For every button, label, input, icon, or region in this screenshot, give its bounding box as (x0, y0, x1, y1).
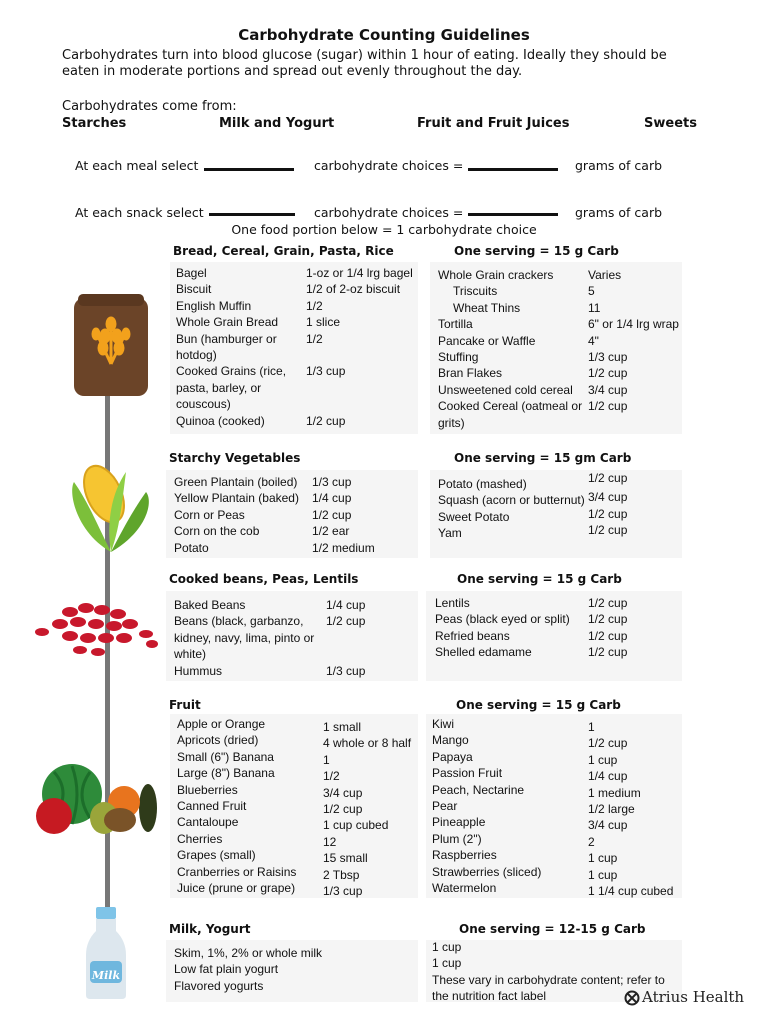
page-title: Carbohydrate Counting Guidelines (238, 26, 530, 44)
table-row: Lentils 1/2 cup (435, 596, 628, 610)
meal-tail: grams of carb (575, 158, 663, 173)
milk-label: Milk (91, 969, 121, 982)
meal-blank-1[interactable] (204, 168, 294, 171)
table-row: Tortilla 6" or 1/4 lrg wrap (438, 317, 679, 332)
category-milk-yogurt: Milk and Yogurt (219, 116, 335, 131)
table-row: Yellow Plantain (baked) 1/4 cup (174, 491, 352, 506)
table-row: Juice (prune or grape) 1/3 cup (177, 881, 363, 899)
section-serving-bread: One serving = 15 g Carb (454, 244, 619, 258)
table-row: Kiwi 1 (432, 717, 595, 734)
table-row: Pancake or Waffle 4" (438, 333, 599, 348)
table-row: Cantaloupe 1 cup cubed (177, 815, 389, 833)
section-serving-fruit: One serving = 15 g Carb (456, 698, 621, 712)
table-row: Baked Beans 1/4 cup (174, 598, 366, 612)
table-row: Mango 1/2 cup (432, 733, 628, 751)
table-row: Biscuit 1/2 of 2-oz biscuit (176, 282, 401, 297)
snack-blank-1[interactable] (209, 213, 295, 216)
bread-left-table (176, 265, 416, 429)
table-row: Cooked Cereal (oatmeal or grits)1/2 cup (438, 399, 628, 430)
table-row: Whole Grain Bread 1 slice (176, 315, 341, 330)
table-row: Beans (black, garbanzo, kidney, navy, lima, pinto or white)1/2 cup (174, 614, 366, 662)
fruit-left-table (177, 716, 418, 899)
fruit-right-table (432, 716, 680, 899)
snack-lead: At each snack select (75, 205, 204, 220)
table-row: These vary in carbohydrate content; refer to the nutrition fact label (432, 972, 665, 1004)
section-serving-starchy: One serving = 15 gm Carb (454, 451, 632, 465)
corn-icon (66, 452, 156, 556)
meal-mid: carbohydrate choices = (314, 158, 464, 173)
table-row: Apple or Orange 1 small (177, 717, 362, 734)
table-row: Low fat plain yogurt (174, 962, 279, 977)
table-row: Cherries 12 (177, 831, 337, 849)
table-row: Cooked Grains (rice, pasta, barley, or couscous)1/3 cup (176, 364, 346, 412)
table-row: Cranberries or Raisins 2 Tbsp (177, 864, 360, 882)
table-row: Large (8") Banana 1/2 (177, 766, 340, 784)
table-row: 1 cup (432, 956, 462, 971)
section-serving-beans: One serving = 15 g Carb (457, 572, 622, 586)
table-row: English Muffin 1/2 (176, 298, 323, 313)
category-sweets: Sweets (644, 116, 697, 131)
beans-icon (30, 598, 160, 662)
snack-blank-2[interactable] (468, 213, 558, 216)
table-row: Small (6") Banana 1 (177, 749, 330, 767)
table-row: Strawberries (sliced) 1 cup (432, 864, 618, 882)
table-row: Green Plantain (boiled) 1/3 cup (174, 475, 352, 489)
table-row: Canned Fruit 1/2 cup (177, 799, 363, 817)
intro-text: Carbohydrates turn into blood glucose (sugar) within 1 hour of eating. Ideally they should be eaten in moderate portions and spread out evenly throughout the day. (62, 48, 667, 79)
table-row: Raspberries 1 cup (432, 848, 618, 866)
table-row: Corn on the cob 1/2 ear (174, 524, 350, 539)
snack-tail: grams of carb (575, 205, 663, 220)
table-row: Bran Flakes 1/2 cup (438, 366, 628, 381)
table-row: 1 cup (432, 940, 462, 954)
bread-right-table (438, 267, 683, 431)
table-row: Flavored yogurts (174, 978, 264, 993)
atrius-logo-text: Atrius Health (642, 988, 745, 1006)
table-row: Refried beans 1/2 cup (435, 628, 628, 643)
table-row: Shelled edamame 1/2 cup (435, 645, 628, 660)
table-row: Potato (mashed) 1/2 cup (438, 471, 628, 491)
table-row: Papaya 1 cup (432, 749, 618, 767)
table-row: Stuffing 1/3 cup (438, 350, 628, 365)
milk-left-table (174, 945, 322, 994)
table-row: Bun (hamburger or hotdog)1/2 (176, 331, 323, 363)
section-heading-starchy: Starchy Vegetables (169, 451, 301, 465)
section-heading-fruit: Fruit (169, 698, 201, 712)
table-row: Corn or Peas 1/2 cup (174, 507, 352, 522)
meal-blank-2[interactable] (468, 168, 558, 171)
table-row: Passion Fruit 1/4 cup (432, 766, 628, 784)
table-row: Pineapple 3/4 cup (432, 815, 628, 833)
table-row: Watermelon 1 1/4 cup cubed (432, 881, 674, 899)
starchy-right-table (438, 473, 678, 542)
snack-mid: carbohydrate choices = (314, 205, 464, 220)
table-row: Peas (black eyed or split) 1/2 cup (435, 612, 628, 627)
table-row: Squash (acorn or butternut) 3/4 cup (438, 490, 628, 508)
fruit-icon (34, 762, 158, 836)
table-row: Yam 1/2 cup (438, 523, 628, 541)
category-starches: Starches (62, 116, 127, 131)
milk-bottle-icon (84, 905, 128, 1001)
table-row: Skim, 1%, 2% or whole milk (174, 946, 323, 960)
beans-left-table (174, 597, 406, 679)
section-heading-milk: Milk, Yogurt (169, 922, 251, 936)
table-row: Quinoa (cooked) 1/2 cup (176, 413, 346, 428)
table-row: Triscuits 5 (453, 284, 595, 299)
starchy-left-table (174, 474, 407, 556)
table-row: Bagel 1-oz or 1/4 lrg bagel (176, 266, 413, 280)
section-serving-milk: One serving = 12-15 g Carb (459, 922, 646, 936)
table-row: Blueberries 3/4 cup (177, 782, 363, 800)
table-row: Pear 1/2 large (432, 799, 635, 817)
table-row: Potato 1/2 medium (174, 540, 375, 555)
table-row: Apricots (dried) 4 whole or 8 half (177, 733, 412, 751)
portion-note: One food portion below = 1 carbohydrate choice (231, 222, 537, 237)
table-row: Unsweetened cold cereal 3/4 cup (438, 382, 628, 397)
category-fruit: Fruit and Fruit Juices (417, 116, 570, 131)
table-row: Whole Grain crackers Varies (438, 268, 622, 282)
section-heading-bread: Bread, Cereal, Grain, Pasta, Rice (173, 244, 394, 258)
table-row: Hummus 1/3 cup (174, 663, 366, 678)
table-row: Plum (2") 2 (432, 831, 595, 849)
meal-lead: At each meal select (75, 158, 199, 173)
comes-from-label: Carbohydrates come from: (62, 99, 237, 114)
section-heading-beans: Cooked beans, Peas, Lentils (169, 572, 359, 586)
table-row: Peach, Nectarine 1 medium (432, 782, 641, 800)
table-row: Grapes (small) 15 small (177, 848, 368, 866)
atrius-logo-icon (624, 990, 640, 1006)
grain-bag-icon (72, 292, 150, 398)
table-row: Wheat Thins 11 (453, 300, 601, 315)
table-row: Sweet Potato 1/2 cup (438, 506, 628, 524)
beans-right-table (435, 595, 668, 661)
